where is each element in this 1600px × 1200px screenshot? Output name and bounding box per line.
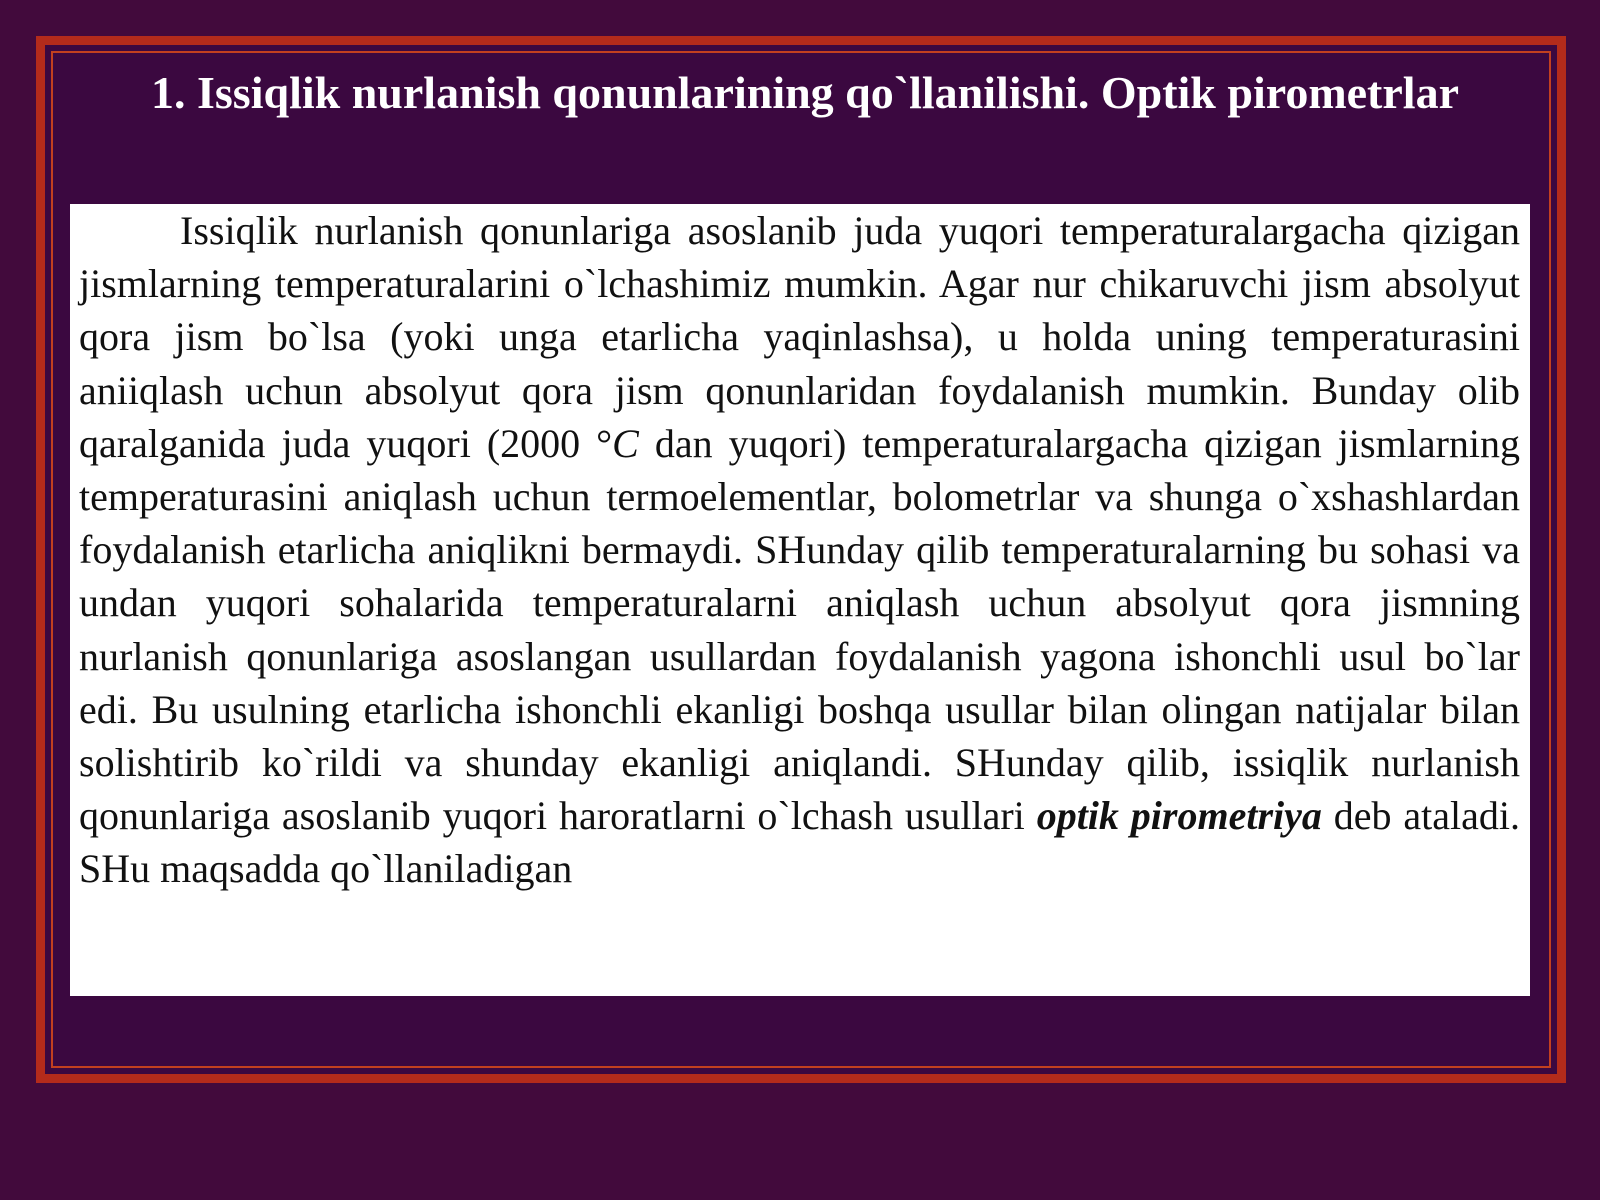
- term-optik-pirometriya: optik pirometriya: [1036, 793, 1322, 839]
- slide-title: 1. Issiqlik nurlanish qonunlarining qo`llanilishi. Optik pirometrlar: [151, 67, 1459, 118]
- body-text-part-1: Issiqlik nurlanish qonunlariga asoslanib juda yuqori temperaturalargacha qizigan jismlarning temperaturalarini o`lchashimiz mumkin. Agar nur chikaruvchi jism absolyut qora jism bo`lsa (yoki unga etarlicha yaqinlashsa), u holda uning temperaturasini aniiqlash uchun absolyut qora jism qonunlaridan foydalanish mumkin. Bunday olib qaralganida juda yuqori (2000 °: [79, 208, 1520, 466]
- body-text-part-2: dan yuqori) temperaturalargacha qizigan jismlarning temperaturasini aniqlash uchun termoelementlar, bolometrlar va shunga o`xshashlardan foydalanish etarlicha aniqlikni bermaydi. SHunday qilib temperaturalarning bu sohasi va undan yuqori sohalarida temperaturalarni aniqlash uchun absolyut qora jismning nurlanish qonunlariga asoslangan usullardan foydalanish yagona ishonchli usul bo`lar edi. Bu usulning etarlicha ishonchli ekanligi boshqa usullar bilan olingan natijalar bilan solishtirib ko`rildi va shunday ekanligi aniqlandi. SHunday qilib, issiqlik nurlanish qonunlariga asoslanib yuqori haroratlarni o`lchash usullari: [79, 420, 1521, 839]
- body-text-part-3: deb ataladi. SHu maqsadda qo`llaniladigan: [79, 793, 1521, 892]
- body-paragraph: [79, 204, 1520, 896]
- temperature-unit: C: [612, 420, 639, 466]
- body-text-box: [70, 204, 1530, 996]
